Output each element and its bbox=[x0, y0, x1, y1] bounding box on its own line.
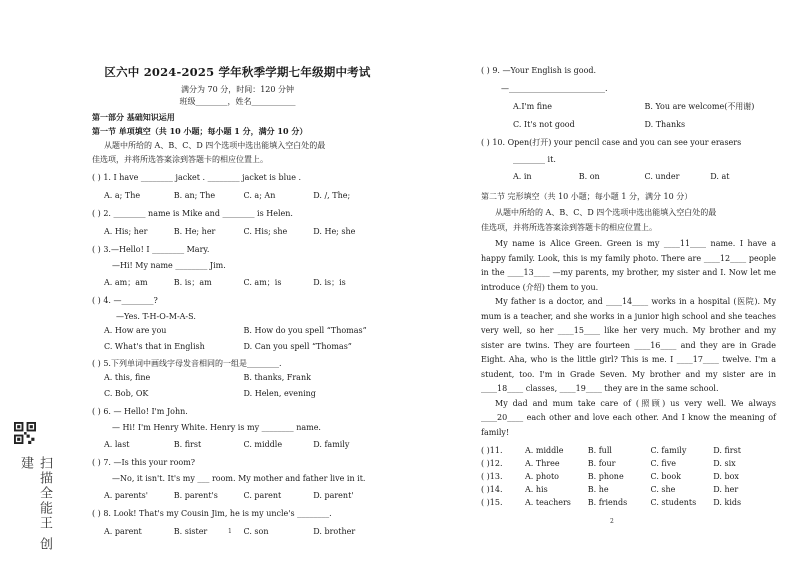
option[interactable]: D. box bbox=[713, 472, 739, 481]
section2-instructions-line1: 从题中所给的 A、B、C、D 四个选项中选出能填入空白处的最 bbox=[495, 208, 717, 217]
option[interactable]: D. brother bbox=[313, 527, 356, 536]
option[interactable]: D. kids bbox=[713, 498, 742, 507]
option[interactable]: D. Helen, evening bbox=[243, 389, 316, 398]
option[interactable]: B. sister bbox=[173, 527, 208, 536]
cloze-question-15 bbox=[481, 498, 776, 507]
option[interactable]: C. It's not good bbox=[513, 120, 575, 129]
question-1-options bbox=[104, 191, 383, 201]
option[interactable]: A. How are you bbox=[104, 326, 167, 335]
class-name-line: 班级________，姓名___________ bbox=[179, 97, 296, 106]
option[interactable]: A. parent bbox=[104, 527, 142, 536]
part1-heading: 第一部分 基础知识运用 bbox=[92, 112, 175, 122]
option[interactable]: A. teachers bbox=[525, 498, 571, 507]
instructions-line2: 佳选项，并将所选答案涂到答题卡的相应位置上。 bbox=[92, 155, 268, 164]
section2-instructions-line2: 佳选项，并将所选答案涂到答题卡的相应位置上。 bbox=[481, 223, 657, 232]
option[interactable]: C. son bbox=[243, 527, 269, 536]
option[interactable]: B. is；am bbox=[173, 278, 212, 287]
option[interactable]: C. What's that in English bbox=[104, 342, 205, 351]
option[interactable]: D. six bbox=[713, 459, 736, 468]
page-number: 1 bbox=[228, 528, 232, 535]
score-time: 满分为 70 分，时间：120 分钟 bbox=[180, 85, 295, 94]
option[interactable]: A. his bbox=[525, 485, 548, 494]
option[interactable]: D. parent' bbox=[313, 491, 354, 500]
option[interactable]: C. am；is bbox=[243, 278, 282, 287]
option[interactable]: D. at bbox=[710, 172, 730, 181]
section1-heading: 第一节 单项填空（共 10 小题；每小题 1 分，满分 10 分） bbox=[92, 126, 308, 136]
cloze-question-13 bbox=[481, 472, 776, 481]
page-right bbox=[397, 0, 794, 561]
option[interactable]: C. under bbox=[644, 172, 680, 181]
question-3-options bbox=[104, 278, 383, 288]
option[interactable]: C. His; she bbox=[243, 227, 288, 236]
option[interactable]: D. Thanks bbox=[644, 120, 686, 129]
question-6-stem: ( ) 6. — Hello! I'm John. bbox=[92, 407, 188, 416]
option[interactable]: B. friends bbox=[587, 498, 628, 507]
question-4-stem2: —Yes. T-H-O-M-A-S. bbox=[116, 312, 196, 321]
option[interactable]: D. /, The; bbox=[313, 191, 351, 200]
cloze-question-14 bbox=[481, 485, 776, 494]
scanner-watermark: 扫描全能王 创建 bbox=[18, 456, 52, 553]
option[interactable]: D. He; she bbox=[313, 227, 356, 236]
question-8-stem: ( ) 8. Look! That's my Cousin Jim, he is my uncle's ________. bbox=[92, 509, 332, 518]
question-6-options bbox=[104, 440, 383, 450]
option[interactable]: C. a; An bbox=[243, 191, 276, 200]
question-9-stem: ( ) 9. —Your English is good. bbox=[481, 66, 597, 75]
question-3-stem2: —Hi! My name ________ Jim. bbox=[112, 261, 226, 270]
option[interactable]: D. is；is bbox=[313, 278, 346, 287]
question-9-stem2: —________________________. bbox=[501, 84, 608, 93]
question-2-stem: ( ) 2. ________ name is Mike and ________ is Helen. bbox=[92, 209, 293, 218]
option[interactable]: A. parents' bbox=[104, 491, 148, 500]
question-7-stem2: —No, it isn't. It's my ___ room. My mother and father live in it. bbox=[112, 474, 366, 483]
option[interactable]: B. You are welcome(不用谢) bbox=[644, 102, 755, 111]
option[interactable]: A. am；am bbox=[104, 278, 148, 287]
option[interactable]: A. His; her bbox=[104, 227, 148, 236]
option[interactable]: B. four bbox=[587, 459, 616, 468]
question-10-stem: ( ) 10. Open(打开) your pencil case and you can see your erasers bbox=[481, 138, 742, 147]
option[interactable]: A. last bbox=[104, 440, 130, 449]
cloze-question-11 bbox=[481, 446, 776, 455]
option[interactable]: C. five bbox=[650, 459, 677, 468]
cloze-question-12 bbox=[481, 459, 776, 468]
qr-code-icon bbox=[14, 422, 36, 444]
option[interactable]: C. students bbox=[650, 498, 697, 507]
question-3-stem: ( ) 3.—Hello! I ________ Mary. bbox=[92, 245, 210, 254]
question-10-stem2: ________ it. bbox=[513, 155, 556, 164]
passage-paragraph-3: My dad and mum take care of (照顾) us very well. We always ____20____ each other and love each other. And I know the meaning of family! bbox=[481, 398, 776, 437]
option[interactable]: A. in bbox=[513, 172, 532, 181]
option[interactable]: B. thanks, Frank bbox=[243, 373, 311, 382]
question-8-options bbox=[104, 527, 383, 537]
option[interactable]: D. family bbox=[313, 440, 350, 449]
option[interactable]: A. a; The bbox=[104, 191, 141, 200]
option[interactable]: B. on bbox=[578, 172, 600, 181]
option[interactable]: A.I'm fine bbox=[513, 102, 553, 111]
option[interactable]: B. How do you spell “Thomas” bbox=[243, 326, 367, 335]
question-4-stem: ( ) 4. —________? bbox=[92, 296, 158, 305]
option[interactable]: B. parent's bbox=[173, 491, 218, 500]
option[interactable]: C. parent bbox=[243, 491, 282, 500]
page-number: 2 bbox=[610, 518, 614, 525]
cloze-number: ( )14. bbox=[481, 485, 503, 494]
option[interactable]: A. Three bbox=[525, 459, 560, 468]
option[interactable]: C. book bbox=[650, 472, 682, 481]
option[interactable]: A. middle bbox=[525, 446, 564, 455]
page-title: 区六中 2024-2025 学年秋季学期七年级期中考试 bbox=[104, 65, 371, 79]
cloze-number: ( )15. bbox=[481, 498, 503, 507]
option[interactable]: C. middle bbox=[243, 440, 283, 449]
question-5-stem: ( ) 5.下列单词中画线字母发音相同的一组是________. bbox=[92, 359, 282, 368]
question-7-stem: ( ) 7. —Is this your room? bbox=[92, 458, 196, 467]
question-10-options bbox=[513, 172, 776, 182]
option[interactable]: D. her bbox=[713, 485, 739, 494]
question-5-options bbox=[104, 373, 383, 399]
option[interactable]: C. family bbox=[650, 446, 687, 455]
question-6-stem2: — Hi! I'm Henry White. Henry is my ________ name. bbox=[112, 423, 321, 432]
option[interactable]: C. Bob, OK bbox=[104, 389, 149, 398]
passage-paragraph-2: My father is a doctor, and ____14____ works in a hospital (医院). My mum is a teacher, and she works in a junior high school and she teaches very well, so her ____15____ like her very much. My brother and my sister are twins. They are fourteen ____16____ and they are in Grade Eight. Aha, who is the little girl? This is me. I ____17____ twelve. I'm a student, too. I'm in Grade Seven. My brother and my sister are in ____18____ classes, ____19____ they are in the same school. bbox=[481, 297, 776, 393]
cloze-number: ( )11. bbox=[481, 446, 503, 455]
option[interactable]: B. He; her bbox=[173, 227, 216, 236]
cloze-number: ( )13. bbox=[481, 472, 503, 481]
question-4-options bbox=[104, 326, 383, 352]
instructions-line1: 从题中所给的 A、B、C、D 四个选项中选出能填入空白处的最 bbox=[104, 141, 326, 150]
option[interactable]: A. photo bbox=[525, 472, 559, 481]
option[interactable]: D. Can you spell “Thomas” bbox=[243, 342, 352, 351]
passage-paragraph-1: My name is Alice Green. Green is my ____11____ name. I have a happy family. Look, this is my family photo. There are ____12____ people in the ____13____ —my parents, my brother, my sister and I. Now let me introduce (介绍) them to you. bbox=[481, 239, 776, 292]
question-1-stem: ( ) 1. I have ________ jacket . ________ jacket is blue . bbox=[92, 173, 302, 182]
option[interactable]: D. first bbox=[713, 446, 741, 455]
question-9-options bbox=[513, 102, 776, 130]
option[interactable]: B. he bbox=[587, 485, 609, 494]
option[interactable]: C. she bbox=[650, 485, 676, 494]
section2-heading: 第二节 完形填空（共 10 小题；每小题 1 分，满分 10 分） bbox=[481, 192, 693, 201]
option[interactable]: B. full bbox=[587, 446, 612, 455]
option[interactable]: A. this, fine bbox=[104, 373, 151, 382]
question-7-options bbox=[104, 491, 383, 501]
option[interactable]: B. first bbox=[173, 440, 202, 449]
option[interactable]: B. phone bbox=[587, 472, 624, 481]
option[interactable]: B. an; The bbox=[173, 191, 216, 200]
cloze-number: ( )12. bbox=[481, 459, 503, 468]
question-2-options bbox=[104, 227, 383, 237]
